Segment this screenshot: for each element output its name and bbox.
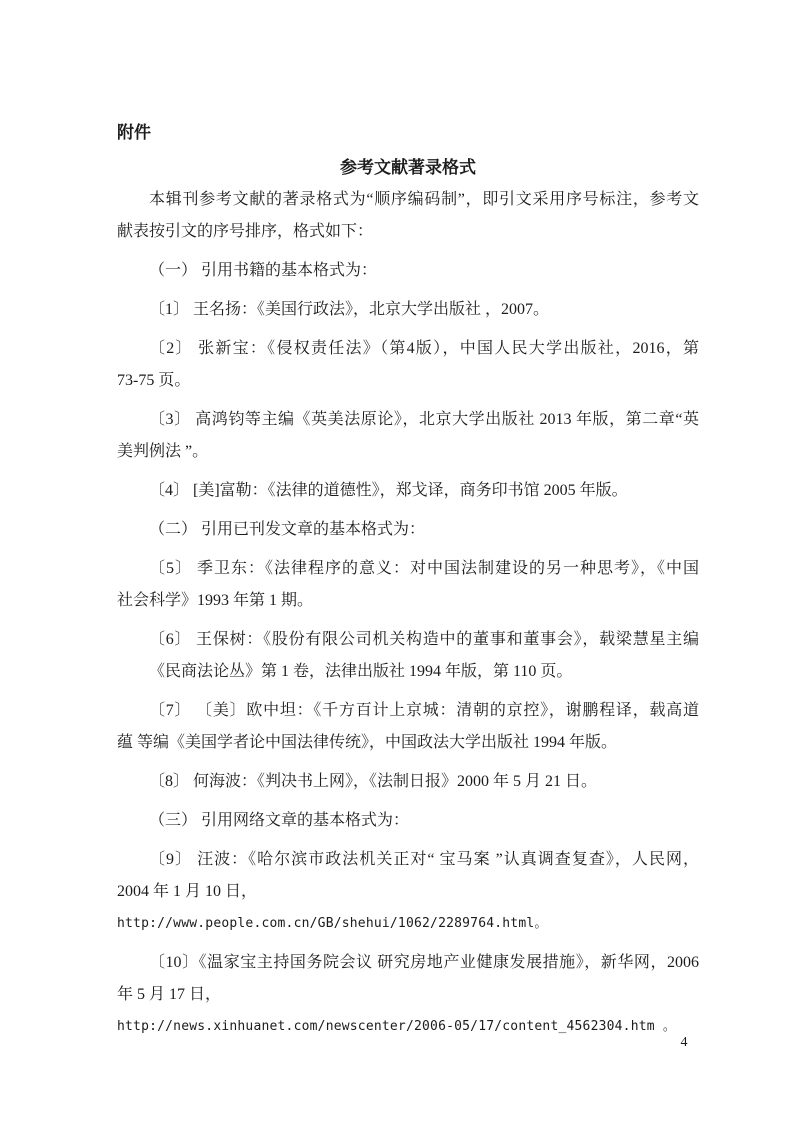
paragraph bbox=[117, 514, 699, 546]
url-line: http://www.people.com.cn/GB/shehui/1062/2289764.html。 bbox=[117, 916, 548, 931]
text-line: 〔1〕 王名扬：《美国行政法》，北京大学出版社 ，2007。 bbox=[149, 301, 550, 318]
paragraph bbox=[117, 624, 699, 688]
paragraph bbox=[117, 255, 699, 287]
text-line: （二） 引用已刊发文章的基本格式为： bbox=[149, 521, 426, 538]
text-line: 蕴 等编《美国学者论中国法律传统》，中国政法大学出版社 1994 年版。 bbox=[117, 734, 618, 751]
text-line: （一） 引用书籍的基本格式为： bbox=[149, 262, 378, 279]
page-number: 4 bbox=[680, 1035, 688, 1050]
text-line: 〔10〕《温家宝主持国务院会议 研究房地产业健康发展措施》，新华网，2006 bbox=[149, 954, 699, 971]
text-line: 《民商法论丛》第 1 卷，法律出版社 1994 年版，第 110 页。 bbox=[149, 663, 573, 680]
page-title: 参考文献著录格式 bbox=[340, 158, 476, 177]
text-line: 73-75 页。 bbox=[117, 372, 191, 389]
paragraph bbox=[117, 333, 699, 397]
paragraph bbox=[117, 695, 699, 759]
text-line: 2004 年 1 月 10 日， bbox=[117, 883, 258, 900]
paragraph bbox=[117, 947, 699, 1043]
paragraph bbox=[117, 805, 699, 837]
text-line: 〔9〕 汪波：《哈尔滨市政法机关正对“ 宝马案 ”认真调查复查》，人民网， bbox=[149, 851, 699, 868]
text-line: 〔4〕 [美]富勒：《法律的道德性》，郑戈译，商务印书馆 2005 年版。 bbox=[149, 482, 628, 499]
text-line: 本辑刊参考文献的著录格式为“顺序编码制”，即引文采用序号标注，参考文 bbox=[149, 191, 699, 208]
text-line: 美判例法 ”。 bbox=[117, 443, 209, 460]
paragraph bbox=[117, 475, 699, 507]
text-line: 年 5 月 17 日， bbox=[117, 986, 222, 1003]
paragraph bbox=[117, 766, 699, 798]
text-line: 社会科学》1993 年第 1 期。 bbox=[117, 592, 314, 609]
text-line: 献表按引文的序号排序，格式如下： bbox=[117, 223, 374, 240]
text-line: （三） 引用网络文章的基本格式为： bbox=[149, 812, 410, 829]
url-line: http://news.xinhuanet.com/newscenter/2006-05/17/content_4562304.htm 。 bbox=[117, 1019, 677, 1034]
text-line: 〔2〕 张新宝：《侵权责任法》（第4版），中国人民大学出版社，2016，第 bbox=[149, 340, 699, 357]
text-line: 〔3〕 高鸿钧等主编《英美法原论》，北京大学出版社 2013 年版，第二章“英 bbox=[149, 411, 699, 428]
attachment-label: 附件 bbox=[117, 123, 151, 142]
document-body bbox=[117, 184, 699, 1043]
paragraph bbox=[117, 294, 699, 326]
paragraph bbox=[117, 184, 699, 248]
text-line: 〔8〕 何海波：《判决书上网》，《法制日报》2000 年 5 月 21 日。 bbox=[149, 773, 598, 790]
paragraph bbox=[117, 844, 699, 940]
text-line: 〔7〕 〔美〕欧中坦：《千方百计上京城：清朝的京控》，谢鹏程译，载高道 bbox=[149, 702, 699, 719]
paragraph bbox=[117, 553, 699, 617]
text-line: 〔6〕 王保树：《股份有限公司机关构造中的董事和董事会》，载梁慧星主编 bbox=[149, 631, 699, 648]
paragraph bbox=[117, 404, 699, 468]
text-line: 〔5〕 季卫东：《法律程序的意义：对中国法制建设的另一种思考》，《中国 bbox=[149, 560, 699, 577]
